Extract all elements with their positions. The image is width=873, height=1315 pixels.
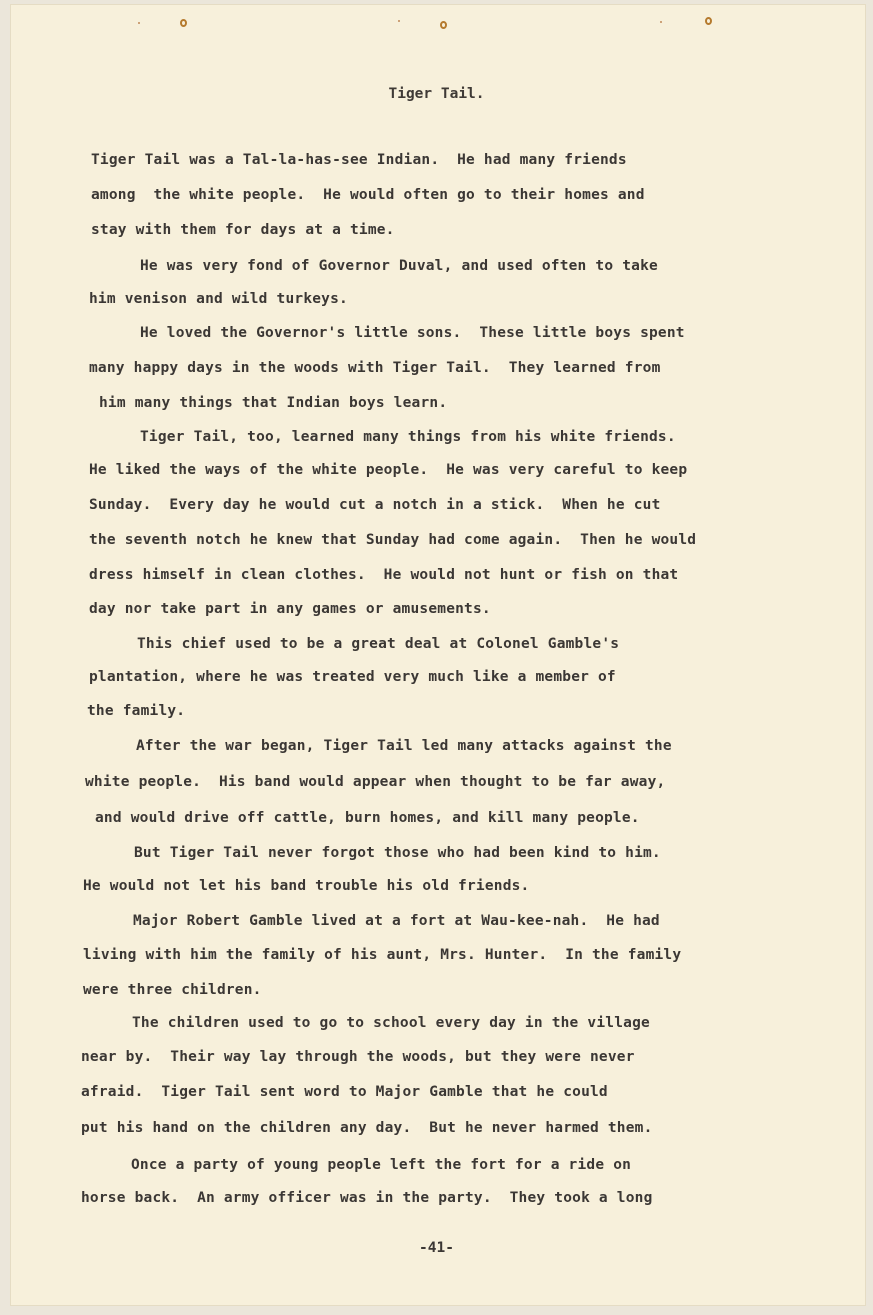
page-title: Tiger Tail.	[388, 86, 485, 102]
text-line: But Tiger Tail never forgot those who had been kind to him.	[134, 845, 661, 861]
binder-hole-center	[440, 21, 447, 29]
text-line: After the war began, Tiger Tail led many attacks against the	[136, 738, 672, 754]
text-line: him many things that Indian boys learn.	[99, 395, 448, 411]
text-line: day nor take part in any games or amusements.	[89, 601, 491, 617]
text-line: Tiger Tail was a Tal-la-has-see Indian. He had many friends	[91, 152, 627, 168]
text-line: him venison and wild turkeys.	[89, 291, 348, 307]
text-line: near by. Their way lay through the woods, but they were never	[81, 1049, 635, 1065]
binder-hole-left	[180, 19, 187, 27]
text-line: This chief used to be a great deal at Colonel Gamble's	[137, 636, 620, 652]
text-line: horse back. An army officer was in the party. They took a long	[81, 1190, 653, 1206]
text-line: He liked the ways of the white people. He was very careful to keep	[89, 462, 688, 478]
text-line: The children used to go to school every day in the village	[132, 1015, 650, 1031]
text-line: plantation, where he was treated very much like a member of	[89, 669, 616, 685]
paper-speck	[660, 21, 662, 23]
text-line: Sunday. Every day he would cut a notch in a stick. When he cut	[89, 497, 661, 513]
paper-speck	[398, 20, 400, 22]
text-line: He loved the Governor's little sons. These little boys spent	[140, 325, 685, 341]
text-line: among the white people. He would often go to their homes and	[91, 187, 645, 203]
text-line: afraid. Tiger Tail sent word to Major Gamble that he could	[81, 1084, 608, 1100]
text-line: Tiger Tail, too, learned many things from his white friends.	[140, 429, 676, 445]
text-line: put his hand on the children any day. But he never harmed them.	[81, 1120, 653, 1136]
text-line: and would drive off cattle, burn homes, and kill many people.	[95, 810, 640, 826]
page-number: -41-	[419, 1240, 454, 1256]
text-line: the family.	[87, 703, 186, 719]
binder-hole-right	[705, 17, 712, 25]
text-line: Once a party of young people left the fort for a ride on	[131, 1157, 632, 1173]
text-line: were three children.	[83, 982, 262, 998]
text-line: He would not let his band trouble his old friends.	[83, 878, 530, 894]
paper-speck	[138, 22, 140, 24]
text-line: stay with them for days at a time.	[91, 222, 395, 238]
text-line: He was very fond of Governor Duval, and used often to take	[140, 258, 658, 274]
text-line: the seventh notch he knew that Sunday had come again. Then he would	[89, 532, 697, 548]
text-line: dress himself in clean clothes. He would not hunt or fish on that	[89, 567, 679, 583]
text-line: white people. His band would appear when thought to be far away,	[85, 774, 666, 790]
text-line: many happy days in the woods with Tiger Tail. They learned from	[89, 360, 661, 376]
text-line: living with him the family of his aunt, Mrs. Hunter. In the family	[83, 947, 682, 963]
text-line: Major Robert Gamble lived at a fort at Wau-kee-nah. He had	[133, 913, 660, 929]
